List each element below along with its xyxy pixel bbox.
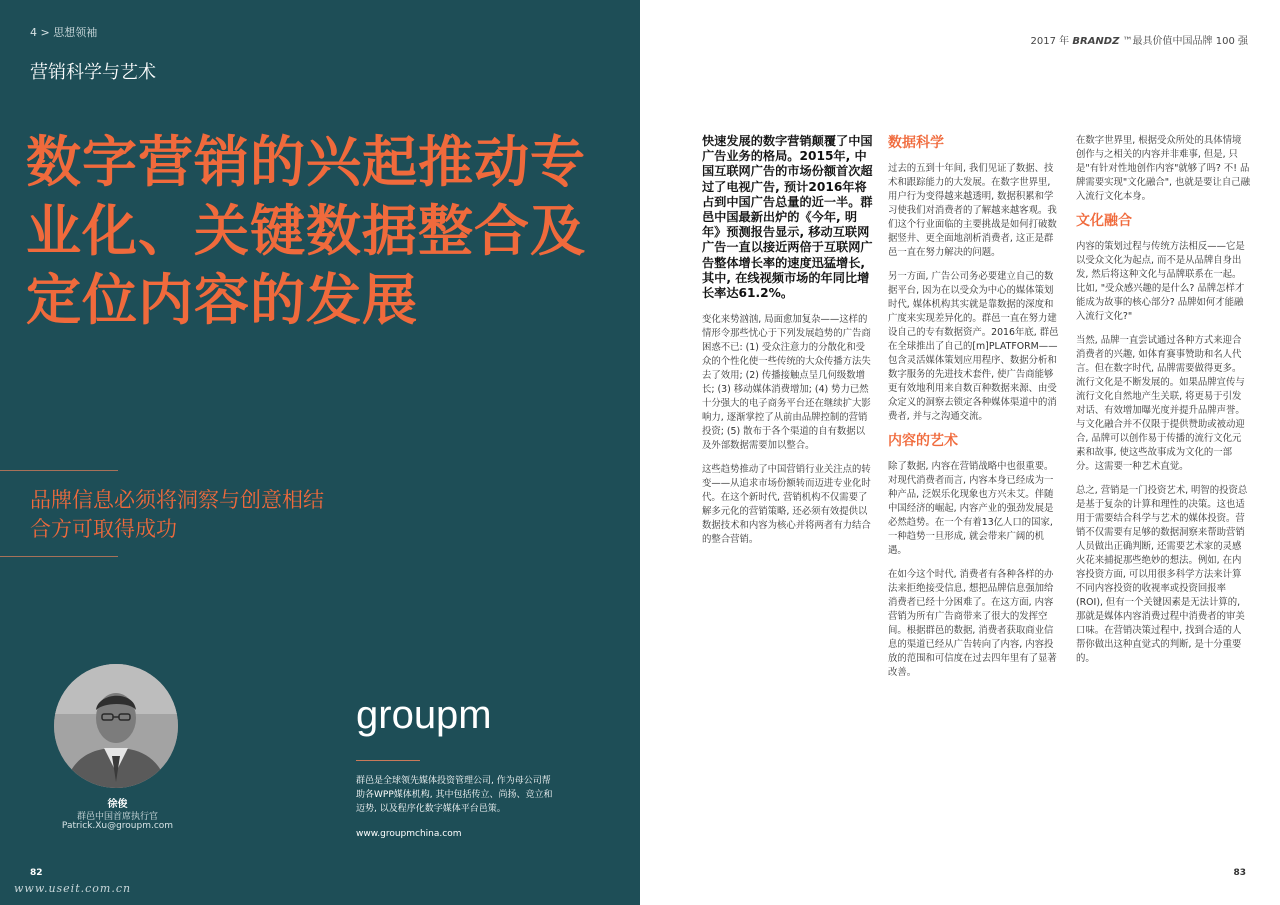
portrait-photo-icon bbox=[54, 664, 178, 788]
paragraph: 另一方面, 广告公司务必要建立自己的数据平台, 因为在以受众为中心的媒体策划时代, 媒体机构其实就是靠数据的深度和广度来实现差异化的。群邑一直在努力建设自己的专有数据资产。2016年底, 群邑在全球推出了自己的[m]PLATFORM——包含灵活媒体策划应用程序、数据分析和数字服务的先进技术套件, 使广告商能够更有效地利用来自数百种数据来源、由受众定义的洞察去锁定各种媒体渠道中的消费者, 并与之沟通交流。 bbox=[888, 271, 1059, 422]
paragraph: 当然, 品牌一直尝试通过各种方式来迎合消费者的兴趣, 如体育赛事赞助和名人代言。但在数字时代, 品牌需要做得更多。流行文化是不断发展的。如果品牌宣传与流行文化自然地产生关联, 将更易于引发对话、有效增加曝光度并提升品牌声誉。与文化融合并不仅限于提供赞助或被动迎合, 品牌可以创作易于传播的流行文化元素和故事, 使这些故事成为文化的一部分。这需要一种艺术直觉。 bbox=[1076, 335, 1245, 472]
page-number-left: 82 bbox=[30, 868, 43, 878]
running-head-suffix: ™最具价值中国品牌 100 强 bbox=[1122, 36, 1248, 47]
breadcrumb: 4 > 思想领袖 bbox=[30, 26, 98, 39]
divider-bottom bbox=[0, 556, 118, 557]
section-label: 营销科学与艺术 bbox=[30, 62, 156, 83]
company-url: www.groupmchina.com bbox=[356, 829, 462, 839]
logo-divider bbox=[356, 760, 420, 761]
page-number-right: 83 bbox=[1233, 868, 1246, 878]
paragraph: 总之, 营销是一门投资艺术, 明智的投资总是基于复杂的计算和理性的决策。这也适用于需要结合科学与艺术的媒体投资。营销不仅需要有足够的数据洞察来帮助营销人员做出正确判断, 还需要艺术家的灵感火花来捕捉那些绝妙的想法。例如, 在内容投资方面, 可以用很多科学方法来计算不同内容投资的收视率或投资回报率 (ROI), 但有一个关键因素是无法计算的, 那就是媒体内容消费过程中消费者的审美口味。在营销决策过程中, 找到合适的人帮你做出这种直觉式的判断, 是十分重要的。 bbox=[1076, 485, 1248, 664]
person-email: Patrick.Xu@groupm.com bbox=[61, 821, 174, 831]
headline: 数字营销的兴起推动专业化、关键数据整合及定位内容的发展 bbox=[26, 130, 587, 332]
avatar bbox=[54, 664, 178, 788]
groupm-logo-icon bbox=[356, 694, 526, 742]
section-heading-data-science: 数据科学 bbox=[888, 135, 944, 151]
watermark: www.useit.com.cn bbox=[14, 882, 132, 895]
paragraph: 在数字世界里, 根据受众所处的具体情境创作与之相关的内容并非难事, 但是, 只是"有针对性地创作内容"就够了吗? 不! 品牌需要实现"文化融合", 也就是要让自己融入流行文化本身。 bbox=[1076, 135, 1250, 202]
paragraph: 过去的五到十年间, 我们见证了数据、技术和跟踪能力的大发展。在数字世界里, 用户行为变得越来越透明, 数据积累和学习使我们对消费者的了解越来越客观。我们这个行业面临的主要挑战是如何打破数据竖井、更全面地剖析消费者, 这正是群邑一直在努力解决的问题。 bbox=[888, 163, 1057, 258]
paragraph: 这些趋势推动了中国营销行业关注点的转变——从追求市场份额转而迈进专业化时代。在这个新时代, 营销机构不仅需要了解多元化的营销策略, 还必须有效提供以数据技术和内容为核心并将两者有力结合的整合营销。 bbox=[702, 464, 871, 546]
column-3 bbox=[1076, 134, 1250, 676]
running-head-brand: BRANDZ bbox=[1072, 36, 1120, 47]
column-1 bbox=[702, 134, 874, 557]
paragraph: 除了数据, 内容在营销战略中也很重要。对现代消费者而言, 内容本身已经成为一种产品, 泛娱乐化现象也方兴未艾。伴随中国经济的崛起, 内容产业的强劲发展是必然趋势。在一个有着13亿人口的国家, 一种趋势一旦形成, 就会带来广阔的机遇。 bbox=[888, 461, 1054, 556]
paragraph: 内容的策划过程与传统方法相反——它是以受众文化为起点, 而不是从品牌自身出发, 然后将这种文化与品牌联系在一起。比如, "受众感兴趣的是什么? 品牌怎样才能成为故事的核心部分? 品牌如何才能融入流行文化?" bbox=[1076, 241, 1245, 322]
company-description: 群邑是全球领先媒体投资管理公司, 作为母公司帮助各WPP媒体机构, 其中包括传立、尚扬、竞立和迈势, 以及程序化数字媒体平台邑策。 bbox=[356, 776, 553, 814]
person-name: 徐俊 bbox=[107, 799, 128, 810]
lead-paragraph: 快速发展的数字营销颠覆了中国广告业务的格局。2015年, 中国互联网广告的市场份额首次超过了电视广告, 预计2016年将占到中国广告总量的近一半。群邑中国最新出炉的《今年, 明年》预测报告显示, 移动互联网广告一直以接近两倍于互联网广告整体增长率的速度迅猛增长, 其中, 在线视频市场的年同比增长率达61.2%。 bbox=[702, 134, 873, 301]
paragraph: 变化来势汹汹, 局面愈加复杂——这样的情形令那些忧心于下列发展趋势的广告商困惑不已: (1) 受众注意力的分散化和受众的个性化使一些传统的大众传播方法失去了效用; (2) 传播接触点呈几何级数增长; (3) 移动媒体消费增加; (4) 势力已然十分强大的电子商务平台还在继续扩大影响力, 逐渐掌控了从前由品牌控制的营销投资; (5) 散布于各个渠道的自有数据以及外部数据需要加以整合。 bbox=[702, 314, 871, 452]
subhead: 品牌信息必须将洞察与创意相结合方可取得成功 bbox=[30, 488, 324, 541]
column-2 bbox=[888, 134, 1062, 690]
divider-top bbox=[0, 470, 118, 471]
running-head bbox=[1031, 32, 1248, 47]
person-title: 群邑中国首席执行官 bbox=[76, 812, 158, 822]
section-heading-content-art: 内容的艺术 bbox=[888, 433, 958, 449]
logo-wordmark: groupm bbox=[356, 694, 492, 737]
right-page bbox=[640, 0, 1280, 905]
running-head-prefix: 2017 年 bbox=[1030, 36, 1070, 47]
section-heading-culture-fusion: 文化融合 bbox=[1076, 213, 1132, 229]
paragraph: 在如今这个时代, 消费者有各种各样的办法来拒绝接受信息, 想把品牌信息强加给消费者已经十分困难了。在这方面, 内容营销为所有广告商带来了很大的发挥空间。根据群邑的数据, 消费者获取商业信息的渠道已经从广告转向了内容, 内容投放的范围和可信度在过去四年里有了显著改善。 bbox=[888, 569, 1057, 678]
